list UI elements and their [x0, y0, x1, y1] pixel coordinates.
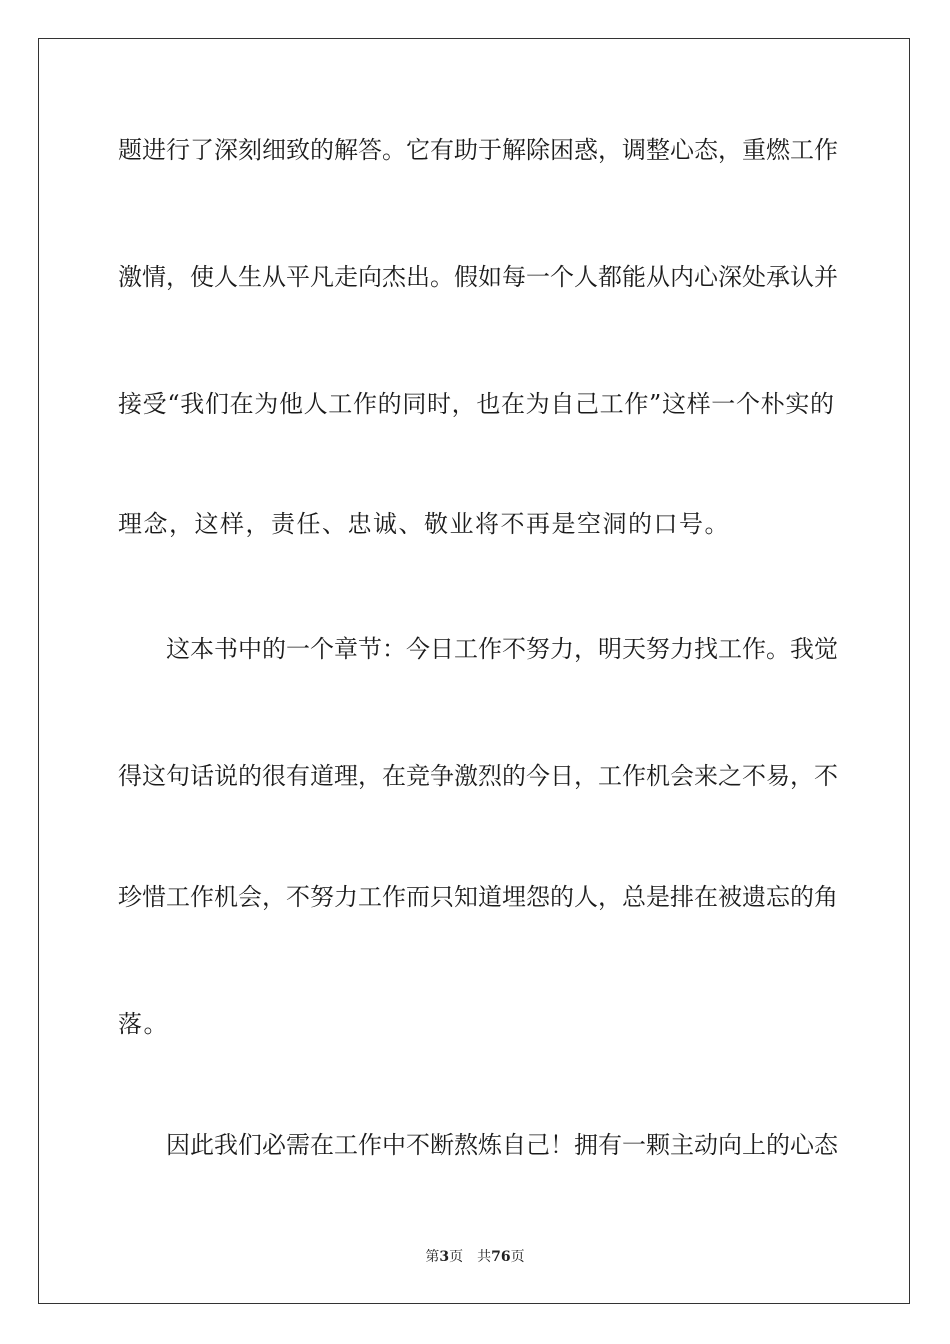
text-line: 理念，这样，责任、忠诚、敬业将不再是空洞的口号。: [118, 510, 730, 538]
page-suffix: 页: [449, 1249, 464, 1265]
text-line: 这本书中的一个章节：今日工作不努力，明天努力找工作。我觉: [166, 635, 838, 663]
text-line: 接受“我们在为他人工作的同时，也在为自己工作”这样一个朴实的: [118, 390, 834, 418]
text-line: 落。: [118, 1010, 169, 1038]
text-line: 因此我们必需在工作中不断熬炼自己！拥有一颗主动向上的心态: [166, 1131, 838, 1159]
text-line: 题进行了深刻细致的解答。它有助于解除困惑，调整心态，重燃工作: [118, 136, 838, 164]
text-line: 得这句话说的很有道理，在竞争激烈的今日，工作机会来之不易，不: [118, 762, 838, 790]
page-footer: [0, 1248, 950, 1266]
total-suffix: 页: [510, 1249, 525, 1265]
page-number: 3: [439, 1249, 450, 1265]
page-border: [38, 38, 910, 1304]
total-prefix: 共: [477, 1249, 492, 1265]
total-pages: 76: [491, 1249, 511, 1265]
text-line: 珍惜工作机会，不努力工作而只知道埋怨的人，总是排在被遗忘的角: [118, 883, 838, 911]
text-line: 激情，使人生从平凡走向杰出。假如每一个人都能从内心深处承认并: [118, 263, 838, 291]
page-prefix: 第: [425, 1249, 440, 1265]
